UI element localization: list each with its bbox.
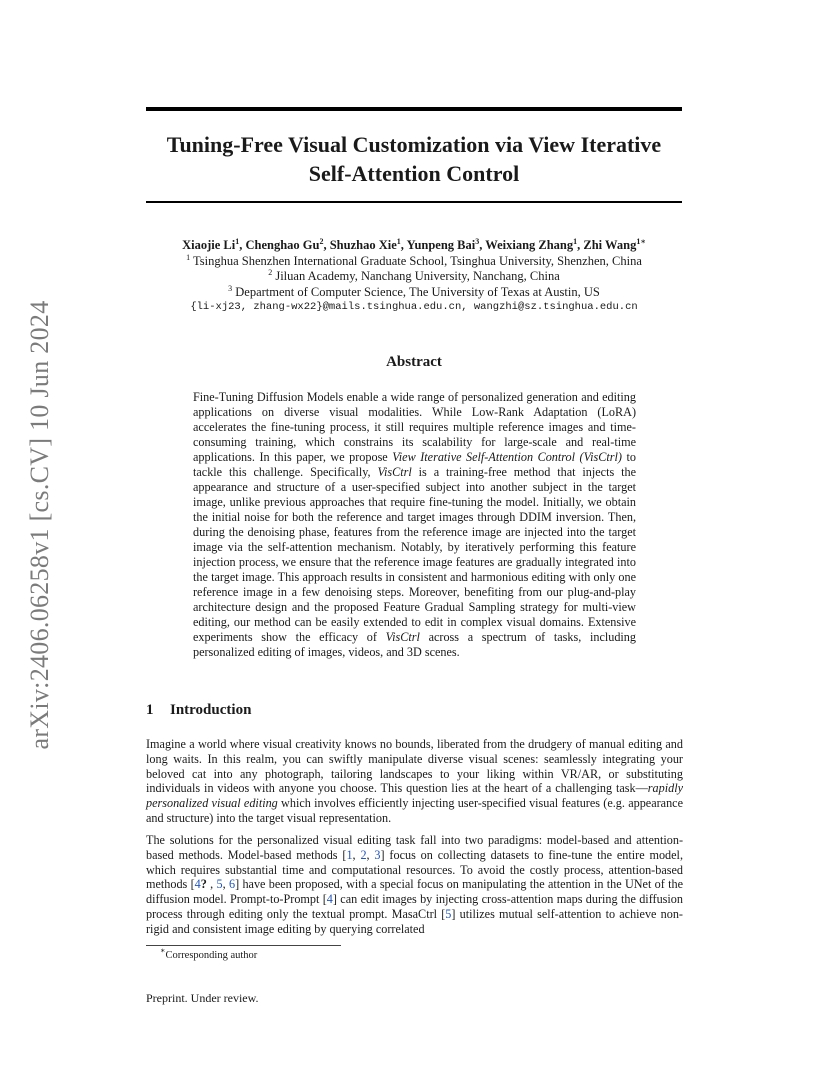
footnote: ∗Corresponding author bbox=[160, 946, 258, 961]
citation-link[interactable]: 5 bbox=[445, 906, 452, 921]
affiliation-2: $^2$ Jiluan Academy, Nanchang University, Nanchang, China bbox=[268, 268, 560, 283]
author-affiliation-mark: 1 bbox=[573, 237, 578, 246]
author-affiliation-mark: 2 bbox=[319, 237, 324, 246]
author-affiliation-mark: 1 bbox=[235, 237, 240, 246]
paper-title: Tuning-Free Visual Customization via View Iterative Self-Attention Control bbox=[166, 132, 662, 186]
citation-link[interactable]: 6 bbox=[228, 877, 236, 892]
affiliation-3: $^3$ Department of Computer Science, The University of Texas at Austin, US bbox=[228, 283, 600, 299]
citation-link[interactable]: 2 bbox=[360, 847, 367, 862]
abstract-heading: Abstract bbox=[386, 354, 442, 370]
author-affiliation-mark: 1∗ bbox=[636, 237, 646, 246]
author-list: Xiaojie Li$^1$, Chenghao Gu$^2$, Shuzhao Xie$^1$, Yunpeng Bai$^3$, Weixiang Zhang$^1$, Zhi Wang$^{1∗}$ bbox=[182, 237, 646, 252]
section-heading-introduction bbox=[146, 702, 251, 719]
arxiv-identifier-text[interactable]: arXiv:2406.06258v1 [cs.CV] 10 Jun 2024 bbox=[25, 300, 54, 750]
title-bottom-rule bbox=[146, 201, 682, 203]
section-number: 1 bbox=[146, 702, 154, 718]
author-name: Xiaojie Li bbox=[182, 238, 236, 252]
author-name: Weixiang Zhang bbox=[485, 238, 574, 252]
author-name: Chenghao Gu bbox=[245, 238, 320, 252]
author-name: Shuzhao Xie bbox=[329, 238, 397, 252]
author-name: Yunpeng Bai bbox=[406, 238, 476, 252]
author-affiliation-mark: 3 bbox=[475, 237, 480, 246]
citation-link[interactable]: 3 bbox=[374, 847, 381, 862]
citation-link[interactable]: 4 bbox=[194, 877, 201, 892]
author-block bbox=[146, 238, 682, 316]
arxiv-identifier bbox=[20, 290, 60, 760]
citation-link[interactable]: 5 bbox=[216, 877, 223, 892]
section-title: Introduction bbox=[170, 702, 252, 718]
citation-link[interactable]: 1 bbox=[346, 847, 353, 862]
footnote-rule bbox=[146, 945, 341, 946]
author-name: Zhi Wang bbox=[583, 238, 637, 252]
citation-link[interactable]: 4 bbox=[326, 892, 333, 907]
preprint-note: Preprint. Under review. bbox=[146, 991, 259, 1005]
author-emails: {li-xj23, zhang-wx22}@mails.tsinghua.edu.cn, wangzhi@sz.tsinghua.edu.cn bbox=[190, 301, 638, 313]
intro-paragraph-2: The solutions for the personalized visual editing task fall into two paradigms: model-based and attention-based methods. Model-based methods [1, 2, 3] focus on collecting datasets to fine-tune the entire model, which requires substantial time and computational resources. To avoid the costly process, attention-based methods [4? , 5, 6] have been proposed, with a special focus on manipulating the attention in the UNet of the diffusion model. Prompt-to-Prompt [4] can edit images by injecting cross-attention maps during the diffusion process through editing only the textual prompt. MasaCtrl [5] utilizes mutual self-attention to achieve non-rigid and consistent image editing by querying correlated bbox=[146, 833, 684, 936]
author-affiliation-mark: 1 bbox=[396, 237, 401, 246]
abstract-text: Fine-Tuning Diffusion Models enable a wide range of personalized generation and editing applications on diverse visual modalities. While Low-Rank Adaptation (LoRA) accelerates the fine-tuning process, it still requires multiple reference images and time-consuming training, which constrains its scalability for large-scale and real-time applications. In this paper, we propose View Iterative Self-Attention Control (VisCtrl) to tackle this challenge. Specifically, VisCtrl is a training-free method that injects the appearance and structure of a user-specified subject into another subject in the target image, unlike previous approaches that require fine-tuning the model. Initially, we obtain the initial noise for both the reference and target images through DDIM inversion. Then, during the denoising phase, features from the reference image are injected into the target image via the self-attention mechanism. Notably, by iteratively performing this feature injection process, we ensure that the reference image features are gradually integrated into the target image. This approach results in consistent and harmonious editing with only one reference image in a few denoising steps. Moreover, benefiting from our plug-and-play architecture design and the proposed Feature Gradual Sampling strategy for multi-view editing, our method can be easily extended to edit in complex visual domains. Extensive experiments show the efficacy of VisCtrl across a spectrum of tasks, including personalized editing of images, videos, and 3D scenes. bbox=[193, 390, 636, 659]
affiliation-1: $^1$ Tsinghua Shenzhen International Graduate School, Tsinghua University, Shenzhen, China bbox=[186, 252, 642, 268]
title-top-rule bbox=[146, 107, 682, 111]
unresolved-citation: ? bbox=[200, 877, 207, 892]
intro-paragraph-1: Imagine a world where visual creativity knows no bounds, liberated from the drudgery of manual editing and long waits. In this realm, you can swiftly manipulate diverse visual scenes: seamlessly integrating your beloved cat into any photograph, tailoring landscapes to your liking within VR/AR, or substituting individuals in videos with anyone you choose. This question lies at the heart of a challenging task—rapidly personalized visual editing which involves efficiently injecting user-specified visual features (e.g. appearance and structure) into the target visual representation. bbox=[146, 737, 683, 825]
